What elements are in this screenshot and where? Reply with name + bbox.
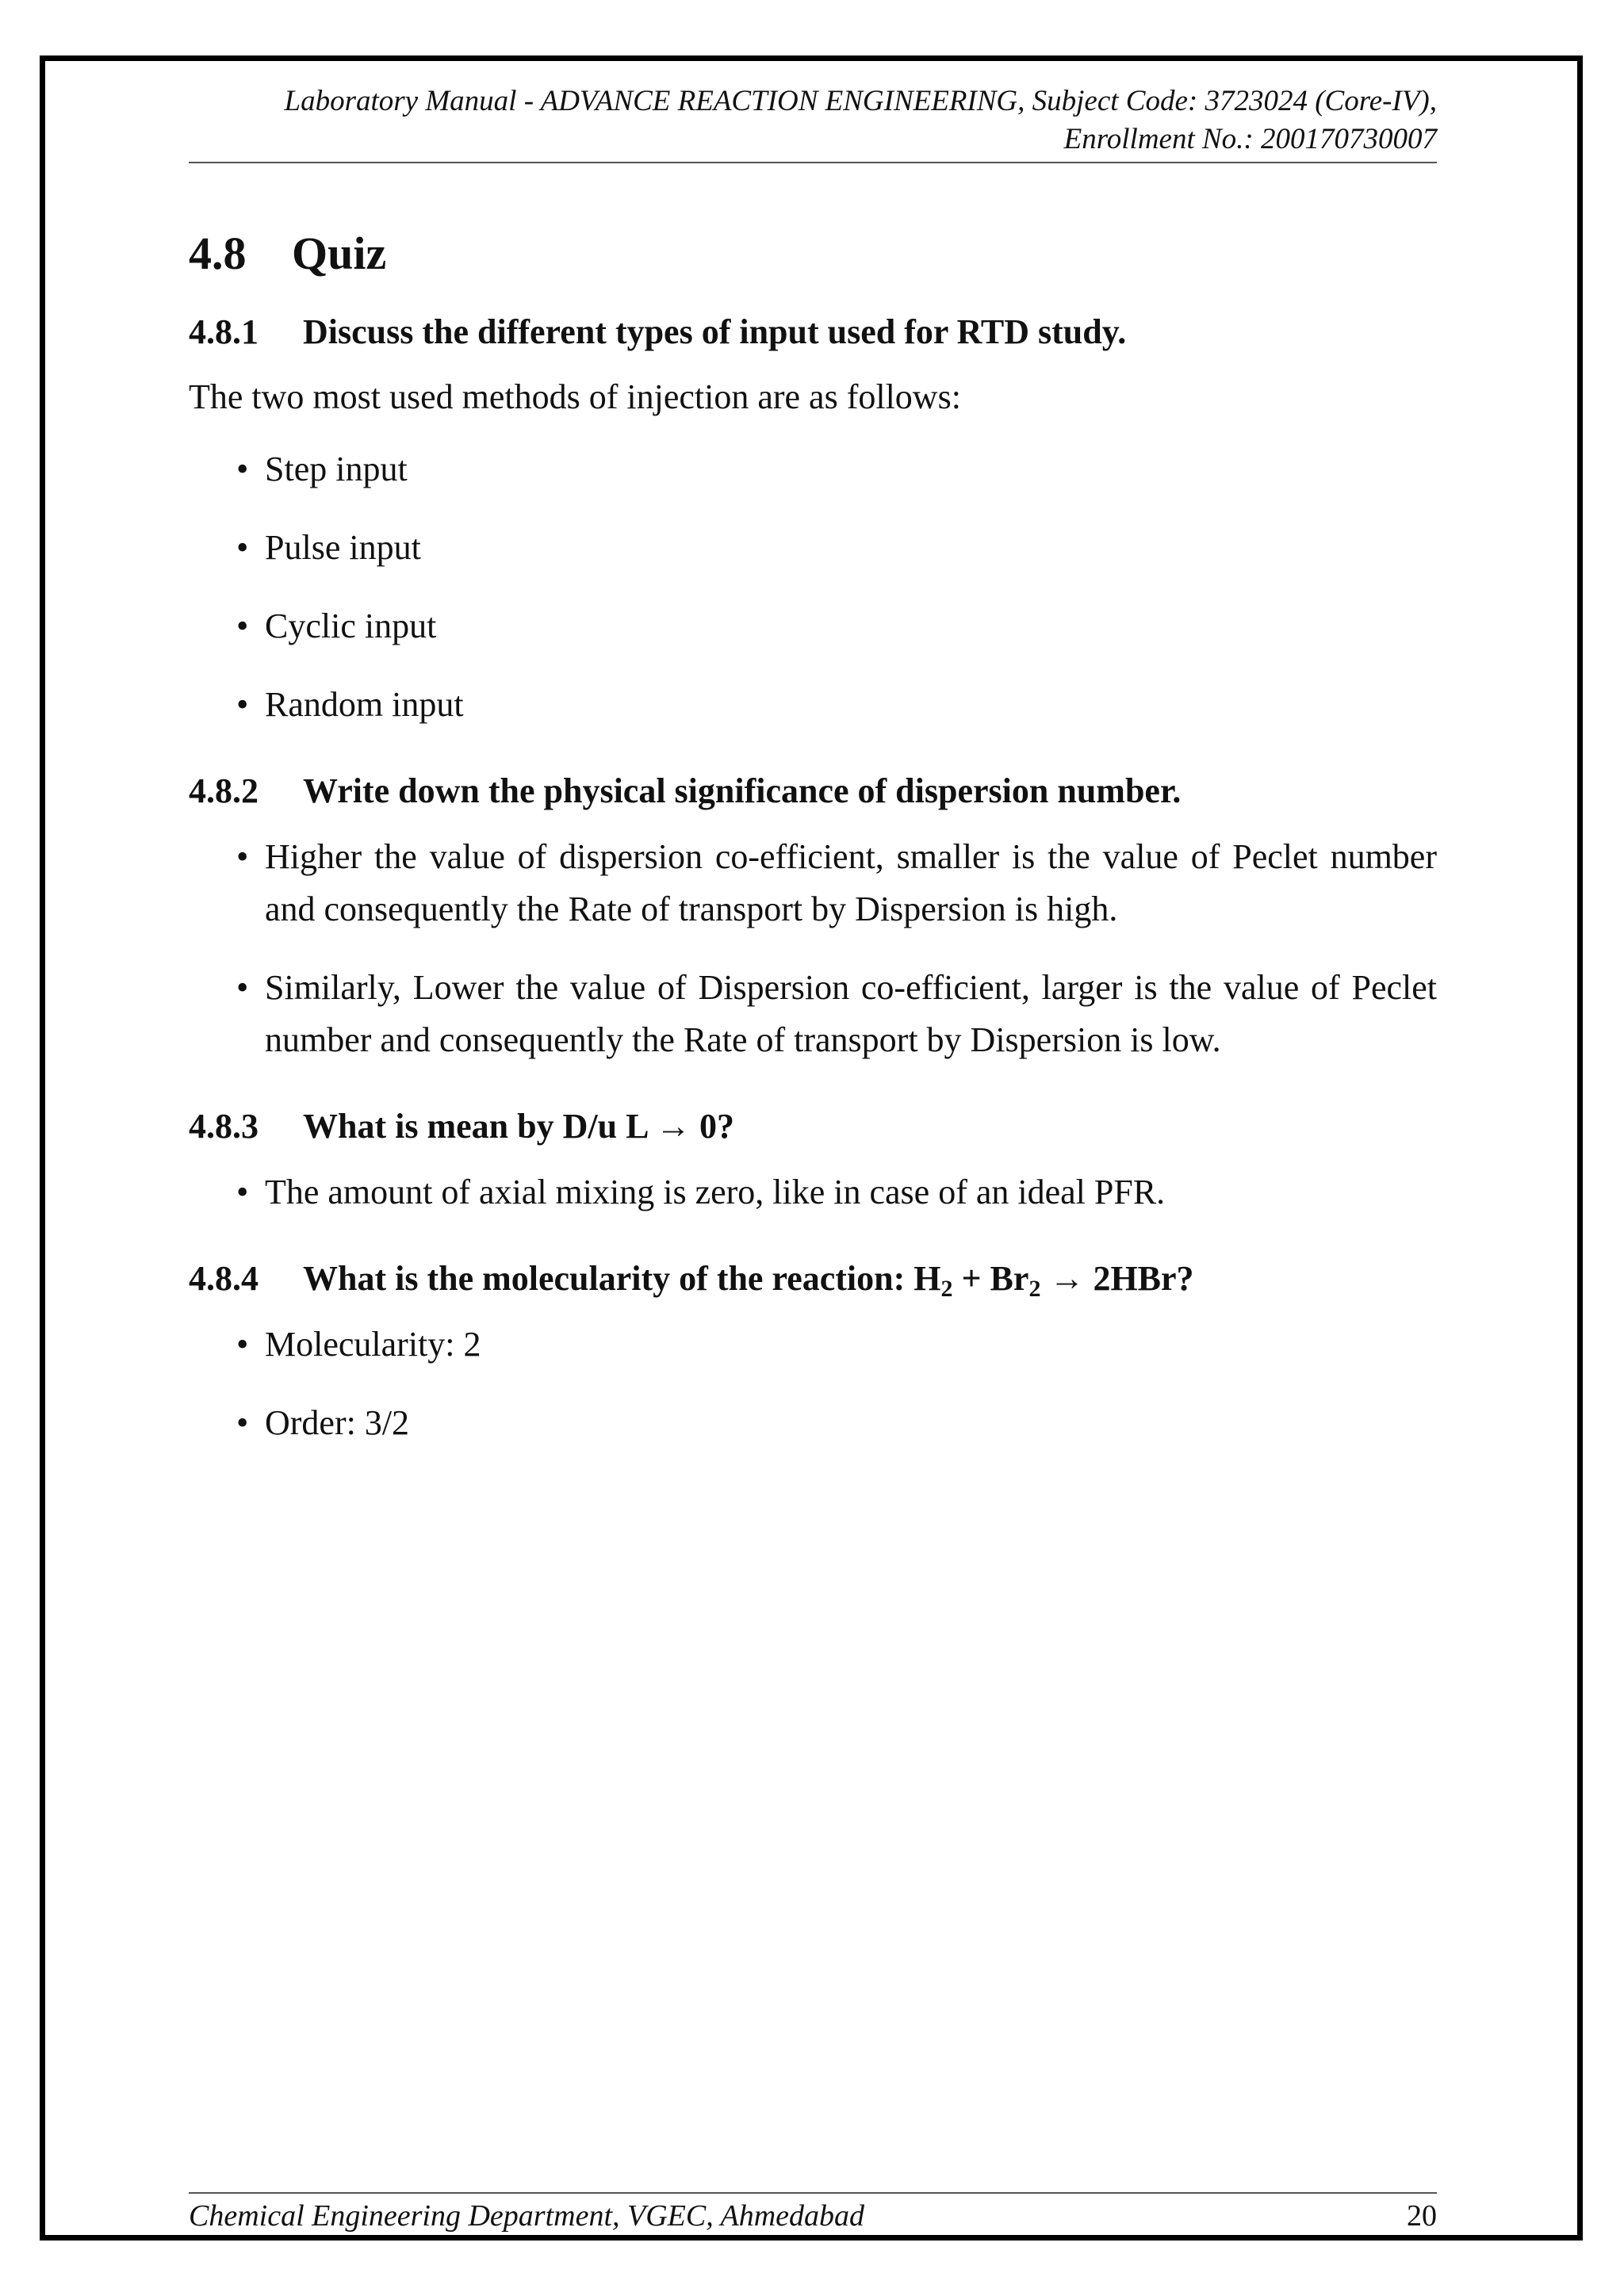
list-item-text: Similarly, Lower the value of Dispersion co-efficient, larger is the value of Peclet number and consequently the Rate of transport by Dispersion is low. [265, 968, 1437, 1059]
bullet-icon: • [236, 607, 249, 645]
list-item [189, 600, 1437, 652]
question-1-heading [189, 310, 1437, 354]
list-item [189, 1166, 1437, 1219]
footer-department: Chemical Engineering Department, VGEC, Ahmedabad [189, 2199, 865, 2233]
question-3-list [189, 1166, 1437, 1219]
list-item-text: Cyclic input [265, 607, 437, 645]
list-item [189, 831, 1437, 936]
list-item-text: Molecularity: 2 [265, 1325, 481, 1364]
header-divider [189, 162, 1437, 163]
list-item-text: Pulse input [265, 528, 421, 567]
bullet-icon: • [236, 528, 249, 567]
header-line-2: Enrollment No.: 200170730007 [1063, 123, 1437, 155]
list-item-text: The amount of axial mixing is zero, like in case of an ideal PFR. [265, 1173, 1166, 1211]
list-item [189, 522, 1437, 574]
list-item [189, 679, 1437, 731]
question-4-title-mid: + Br [952, 1259, 1029, 1298]
section-number: 4.8 [189, 228, 247, 279]
question-4-heading [189, 1257, 1437, 1301]
question-4-number: 4.8.4 [189, 1259, 259, 1298]
bullet-icon: • [236, 1325, 249, 1364]
footer-divider [189, 2192, 1437, 2194]
question-2-list [189, 831, 1437, 1066]
list-item-text: Order: 3/2 [265, 1403, 410, 1442]
section-heading [189, 226, 1437, 281]
bullet-icon: • [236, 968, 249, 1007]
list-item [189, 962, 1437, 1066]
list-item-text: Random input [265, 685, 464, 724]
main-content [189, 226, 1437, 1487]
header-line-1: Laboratory Manual - ADVANCE REACTION ENGINEERING, Subject Code: 3723024 (Core-IV), [284, 85, 1437, 117]
bullet-icon: • [236, 1403, 249, 1442]
question-4-title-suffix: → 2HBr? [1040, 1259, 1194, 1298]
question-4-title-prefix: What is the molecularity of the reaction: H [303, 1259, 941, 1298]
question-4-list [189, 1318, 1437, 1449]
page-header [189, 82, 1437, 159]
list-item [189, 443, 1437, 496]
list-item-text: Higher the value of dispersion co-efficient, smaller is the value of Peclet number and consequently the Rate of transport by Dispersion is high. [265, 837, 1437, 928]
bullet-icon: • [236, 685, 249, 724]
section-title: Quiz [292, 228, 387, 279]
question-2-heading [189, 769, 1437, 813]
question-1-intro: The two most used methods of injection are as follows: [189, 377, 961, 416]
bullet-icon: • [236, 837, 249, 876]
question-1-title: Discuss the different types of input used for RTD study. [303, 312, 1127, 351]
subscript: 2 [1028, 1276, 1041, 1302]
question-3-heading [189, 1104, 1437, 1149]
list-item [189, 1318, 1437, 1371]
list-item-text: Step input [265, 450, 408, 488]
bullet-icon: • [236, 1173, 249, 1211]
bullet-icon: • [236, 450, 249, 488]
question-1-number: 4.8.1 [189, 312, 259, 351]
question-2-number: 4.8.2 [189, 771, 259, 810]
page-number: 20 [1407, 2199, 1437, 2233]
list-item [189, 1397, 1437, 1449]
question-1-list [189, 443, 1437, 731]
question-2-title: Write down the physical significance of dispersion number. [303, 771, 1182, 810]
question-3-title: What is mean by D/u L → 0? [303, 1107, 734, 1146]
question-3-number: 4.8.3 [189, 1107, 259, 1146]
subscript: 2 [940, 1276, 953, 1302]
